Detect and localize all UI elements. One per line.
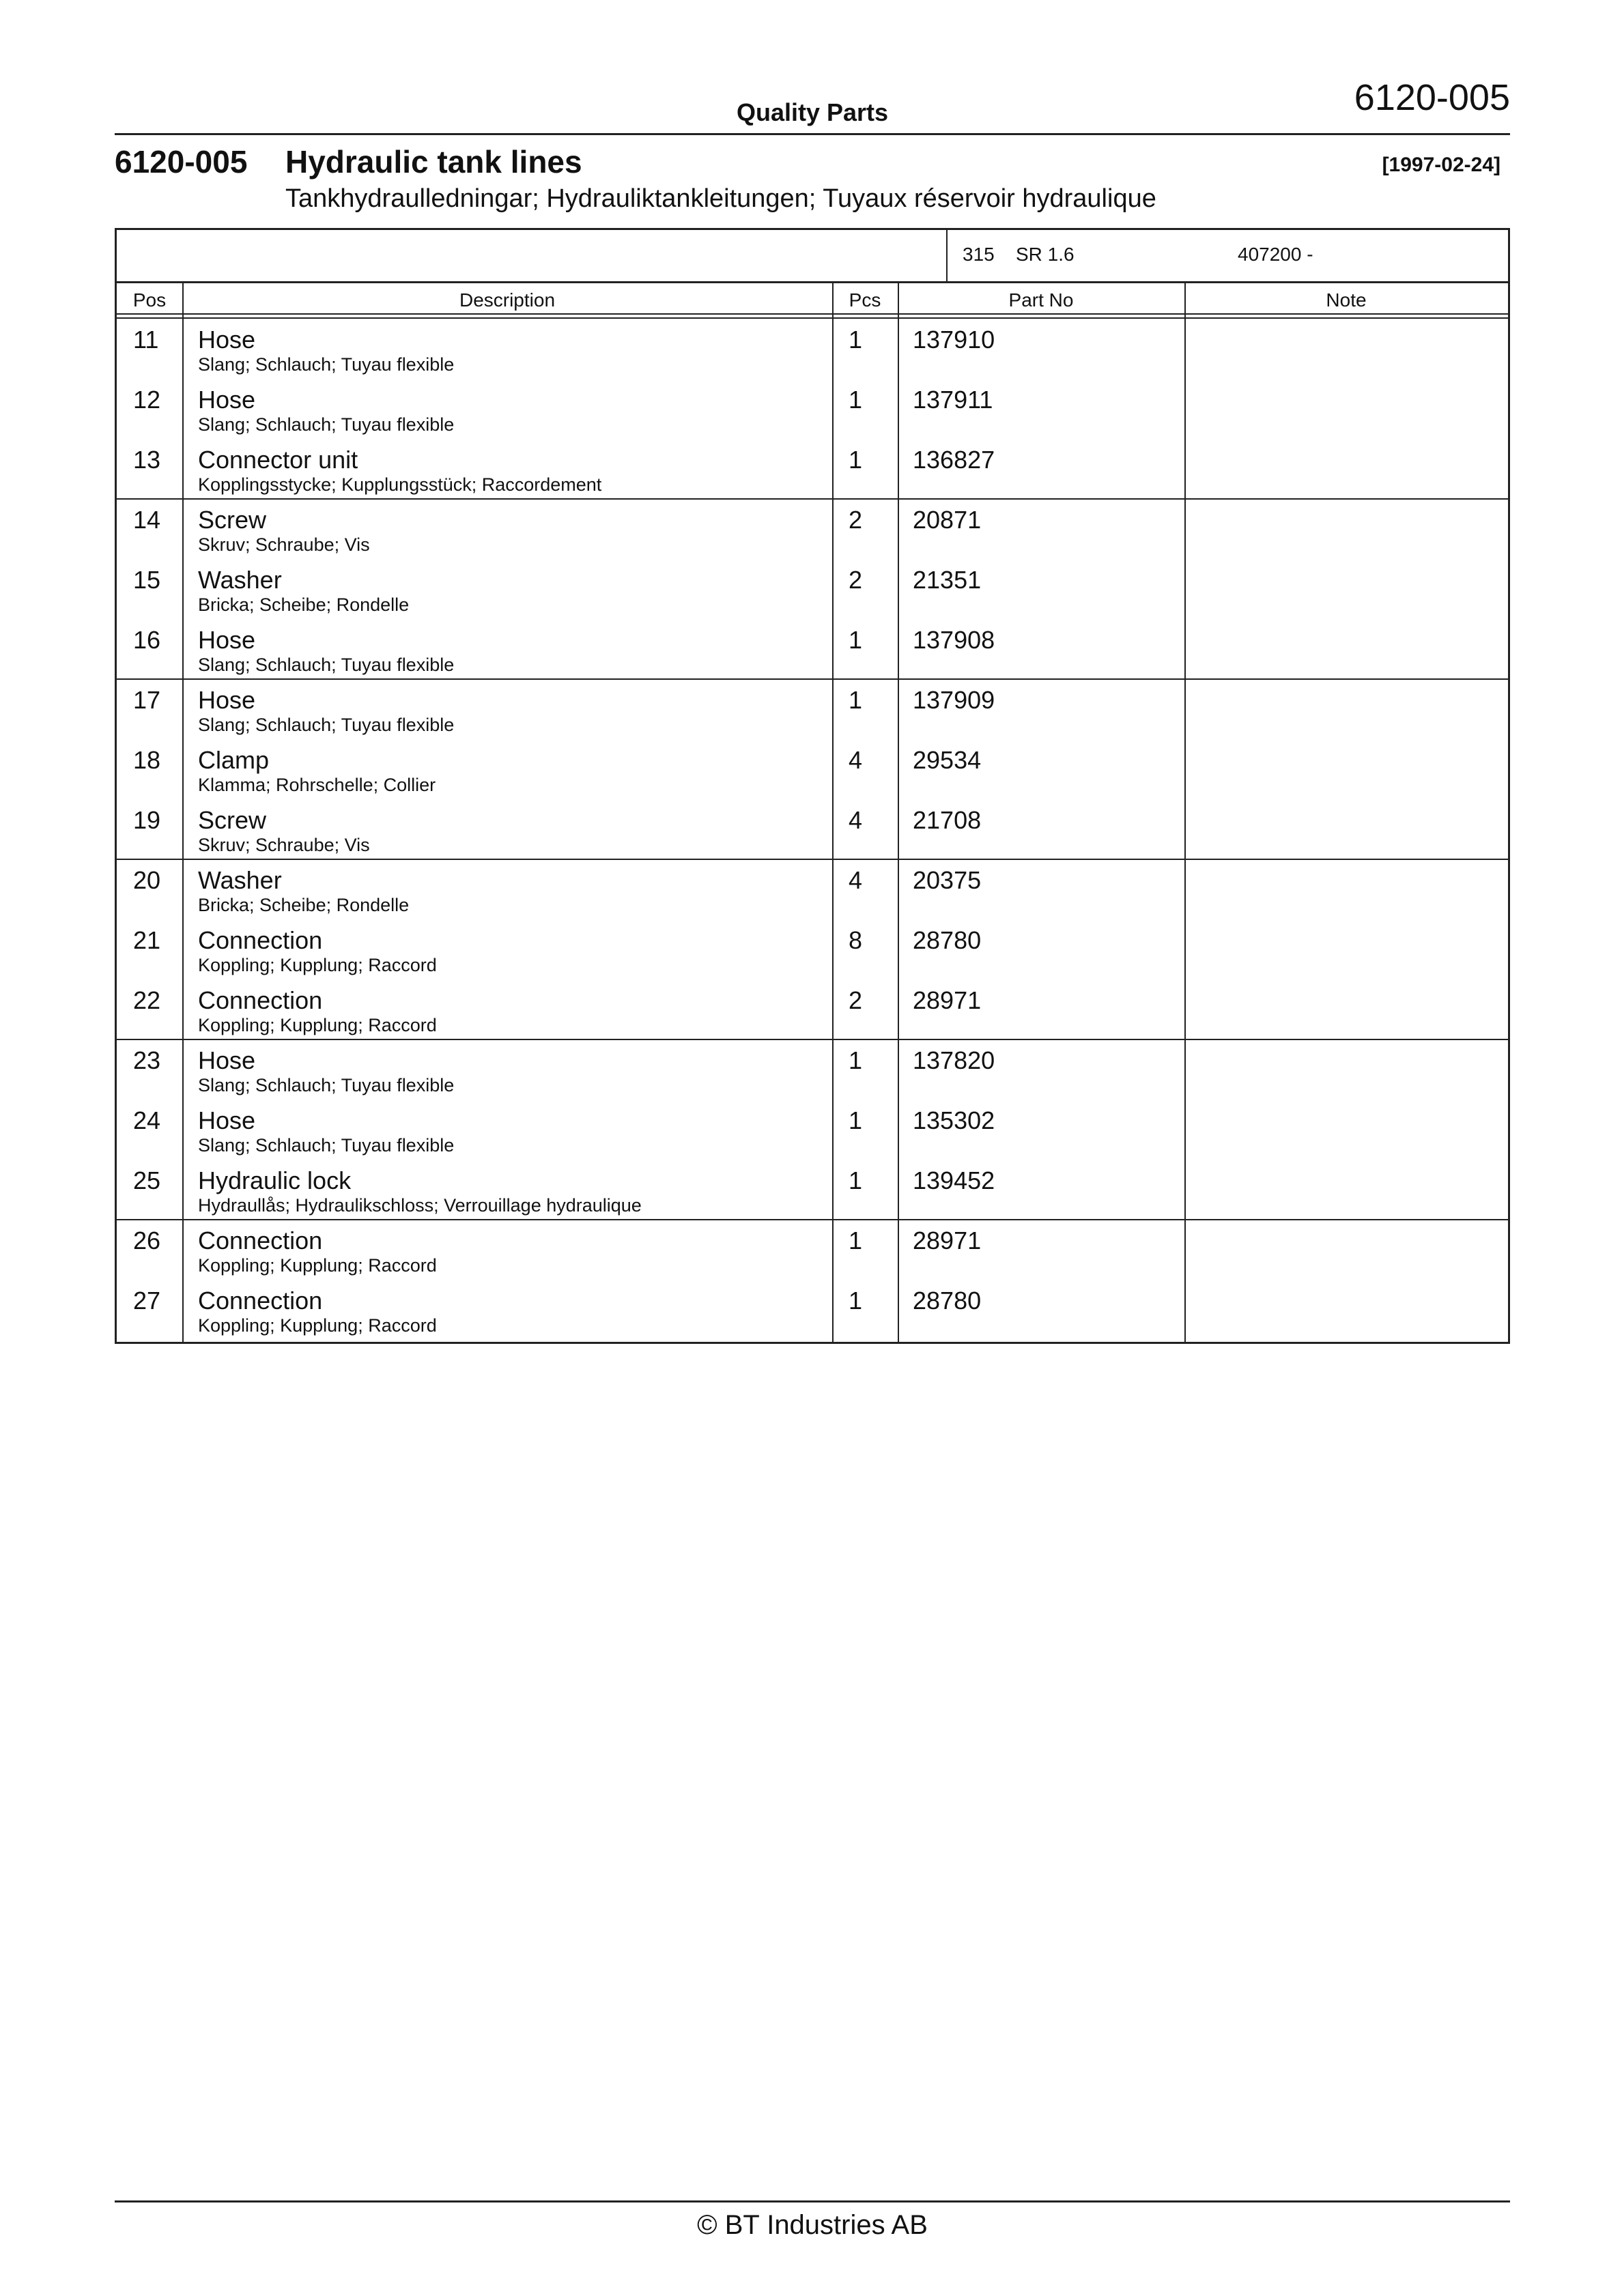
model-serial: 407200 - — [1238, 244, 1313, 265]
row-translation: Slang; Schlauch; Tuyau flexible — [198, 414, 455, 435]
row-part-no: 28780 — [913, 1287, 982, 1315]
row-pos: 26 — [133, 1226, 161, 1254]
group-divider — [117, 678, 1508, 680]
row-part-no: 28780 — [913, 926, 982, 954]
model-series: SR 1.6 — [1016, 244, 1075, 265]
row-part-no: 20871 — [913, 506, 982, 534]
row-pcs: 1 — [849, 1106, 863, 1134]
table-row — [117, 802, 1508, 862]
row-translation: Slang; Schlauch; Tuyau flexible — [198, 1135, 455, 1156]
table-row — [117, 502, 1508, 562]
row-pcs: 2 — [849, 986, 863, 1014]
table-row — [117, 321, 1508, 382]
row-name: Hose — [198, 386, 256, 414]
table-row — [117, 1102, 1508, 1162]
row-translation: Koppling; Kupplung; Raccord — [198, 1255, 437, 1276]
footer-copyright: © BT Industries AB — [697, 2210, 928, 2240]
row-pos: 18 — [133, 746, 161, 774]
group-divider — [117, 1219, 1508, 1220]
row-pos: 14 — [133, 506, 161, 534]
table-row — [117, 382, 1508, 442]
row-pcs: 1 — [849, 446, 863, 474]
row-translation: Skruv; Schraube; Vis — [198, 534, 370, 555]
row-part-no: 21351 — [913, 566, 982, 594]
row-pos: 24 — [133, 1106, 161, 1134]
row-pcs: 1 — [849, 386, 863, 414]
group-divider — [117, 1039, 1508, 1040]
row-translation: Koppling; Kupplung; Raccord — [198, 1315, 437, 1336]
section-number: 6120-005 — [115, 144, 248, 180]
row-pcs: 4 — [849, 746, 863, 774]
column-header-part-no: Part No — [1008, 289, 1074, 311]
row-pos: 21 — [133, 926, 161, 954]
row-part-no: 20375 — [913, 866, 982, 894]
row-pos: 27 — [133, 1287, 161, 1315]
group-divider — [117, 859, 1508, 860]
row-pcs: 1 — [849, 326, 863, 354]
column-header-note: Note — [1326, 289, 1367, 311]
column-header-description: Description — [459, 289, 556, 311]
page-header — [115, 68, 1510, 135]
row-translation: Slang; Schlauch; Tuyau flexible — [198, 354, 455, 375]
row-pos: 19 — [133, 806, 161, 834]
row-part-no: 137911 — [913, 386, 993, 414]
table-row — [117, 1282, 1508, 1343]
parts-table — [115, 228, 1510, 1344]
section-subtitle: Tankhydraulledningar; Hydrauliktankleitungen; Tuyaux réservoir hydraulique — [285, 184, 1156, 213]
row-part-no: 137820 — [913, 1046, 995, 1074]
model-row — [117, 230, 1508, 283]
table-row — [117, 1162, 1508, 1222]
row-pos: 25 — [133, 1166, 161, 1194]
row-pcs: 1 — [849, 626, 863, 654]
table-row — [117, 1042, 1508, 1102]
table-row — [117, 862, 1508, 922]
row-translation: Bricka; Scheibe; Rondelle — [198, 594, 410, 615]
row-pos: 16 — [133, 626, 161, 654]
row-translation: Skruv; Schraube; Vis — [198, 835, 370, 855]
row-name: Screw — [198, 806, 267, 834]
row-name: Hose — [198, 626, 256, 654]
row-name: Screw — [198, 506, 267, 534]
row-pos: 22 — [133, 986, 161, 1014]
row-translation: Klamma; Rohrschelle; Collier — [198, 775, 436, 795]
row-part-no: 29534 — [913, 746, 982, 774]
row-translation: Slang; Schlauch; Tuyau flexible — [198, 715, 455, 735]
row-name: Connection — [198, 1287, 323, 1315]
row-translation: Hydraullås; Hydraulikschloss; Verrouillage hydraulique — [198, 1195, 642, 1216]
section-title: Hydraulic tank lines — [285, 144, 582, 180]
row-pcs: 4 — [849, 866, 863, 894]
row-part-no: 28971 — [913, 1226, 982, 1254]
table-row — [117, 682, 1508, 742]
column-header-row — [117, 281, 1508, 319]
row-name: Washer — [198, 866, 282, 894]
table-row — [117, 922, 1508, 982]
row-name: Hose — [198, 326, 256, 354]
row-pos: 17 — [133, 686, 161, 714]
row-translation: Koppling; Kupplung; Raccord — [198, 1015, 437, 1035]
row-pos: 12 — [133, 386, 161, 414]
row-part-no: 137908 — [913, 626, 995, 654]
column-header-pcs: Pcs — [849, 289, 881, 311]
row-pcs: 1 — [849, 1287, 863, 1315]
row-name: Connection — [198, 926, 323, 954]
row-pcs: 2 — [849, 506, 863, 534]
row-translation: Slang; Schlauch; Tuyau flexible — [198, 655, 455, 675]
document-number: 6120-005 — [1354, 77, 1510, 118]
row-name: Clamp — [198, 746, 270, 774]
row-part-no: 135302 — [913, 1106, 995, 1134]
row-name: Connection — [198, 986, 323, 1014]
row-pcs: 8 — [849, 926, 863, 954]
row-translation: Kopplingsstycke; Kupplungsstück; Raccordement — [198, 474, 602, 495]
model-info — [946, 230, 1508, 281]
row-name: Hose — [198, 686, 256, 714]
row-pos: 11 — [133, 326, 159, 354]
table-row — [117, 982, 1508, 1042]
row-pcs: 1 — [849, 686, 863, 714]
row-pcs: 2 — [849, 566, 863, 594]
row-name: Hose — [198, 1046, 256, 1074]
row-pcs: 1 — [849, 1226, 863, 1254]
brand-title: Quality Parts — [736, 98, 889, 126]
row-part-no: 139452 — [913, 1166, 995, 1194]
row-pcs: 1 — [849, 1166, 863, 1194]
row-name: Connector unit — [198, 446, 358, 474]
row-pos: 15 — [133, 566, 161, 594]
row-pos: 13 — [133, 446, 161, 474]
footer-divider — [115, 2200, 1510, 2202]
row-part-no: 137909 — [913, 686, 995, 714]
row-part-no: 21708 — [913, 806, 982, 834]
group-divider — [117, 498, 1508, 500]
row-name: Connection — [198, 1226, 323, 1254]
column-header-pos: Pos — [132, 289, 167, 311]
row-part-no: 28971 — [913, 986, 982, 1014]
table-row — [117, 742, 1508, 802]
table-row — [117, 562, 1508, 622]
row-name: Hydraulic lock — [198, 1166, 352, 1194]
row-name: Hose — [198, 1106, 256, 1134]
table-row — [117, 442, 1508, 502]
row-pos: 20 — [133, 866, 161, 894]
table-row — [117, 622, 1508, 682]
table-row — [117, 1222, 1508, 1282]
row-pos: 23 — [133, 1046, 161, 1074]
row-translation: Bricka; Scheibe; Rondelle — [198, 895, 410, 915]
row-part-no: 137910 — [913, 326, 995, 354]
row-name: Washer — [198, 566, 282, 594]
section-date: [1997-02-24] — [1382, 154, 1500, 176]
row-pcs: 1 — [849, 1046, 863, 1074]
row-translation: Slang; Schlauch; Tuyau flexible — [198, 1075, 455, 1095]
model-code: 315 — [963, 244, 995, 265]
row-pcs: 4 — [849, 806, 863, 834]
row-part-no: 136827 — [913, 446, 995, 474]
row-translation: Koppling; Kupplung; Raccord — [198, 955, 437, 975]
